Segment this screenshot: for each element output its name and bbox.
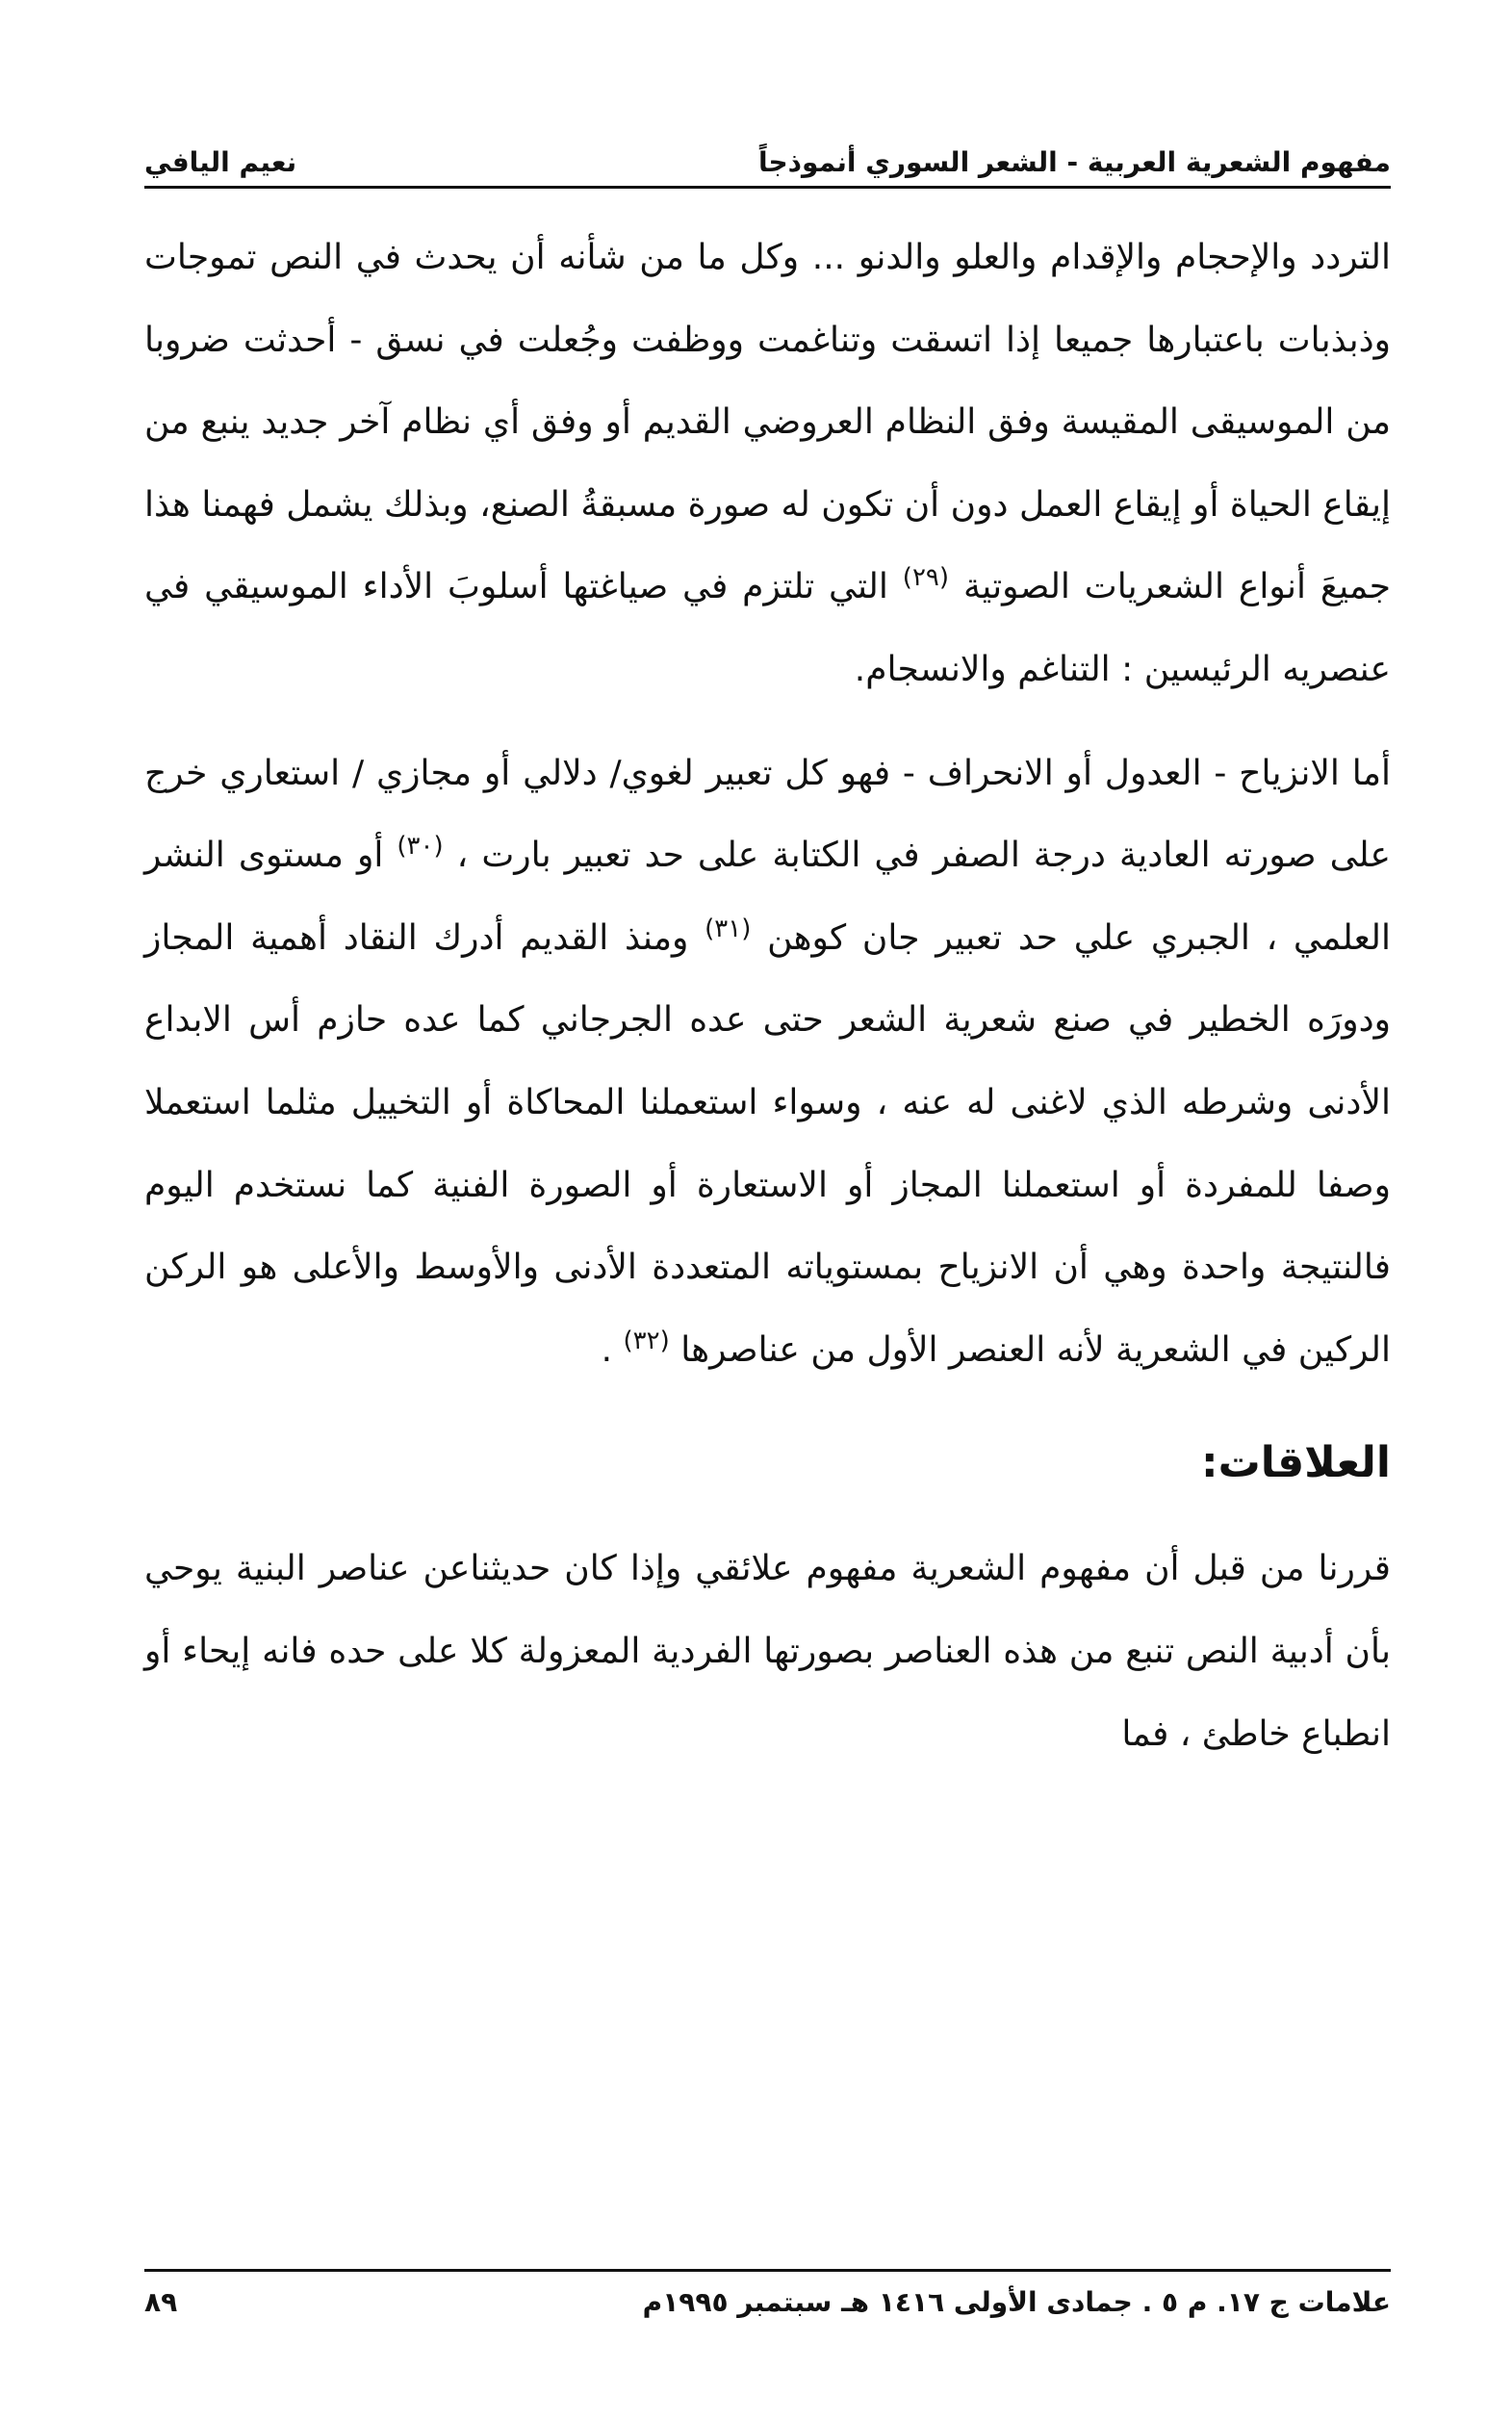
paragraph-2-text-d: .	[601, 1329, 613, 1370]
paragraph-2-text-b: أو مستوى النشر العلمي ، الجبري علي حد تعبير جان كوهن	[144, 836, 1391, 958]
document-page	[144, 101, 1391, 2334]
paragraph-2-text-a: أما الانزياح - العدول أو الانحراف - فهو كل تعبير لغوي/ دلالي أو مجازي / استعاري خرج على صورته العادية درجة الصفر في الكتابة على حد تعبير بارت ،	[144, 753, 1391, 876]
footer-rule	[144, 2269, 1391, 2272]
running-title: مفهوم الشعرية العربية - الشعر السوري أنموذجاً	[757, 146, 1391, 178]
header-rule	[144, 186, 1391, 189]
paragraph-1-text-b: التي تلتزم في صياغتها أسلوبَ الأداء الموسيقي في عنصريه الرئيسين : التناغم والانسجام.	[144, 567, 1391, 689]
footnote-ref-31: (٣١)	[705, 914, 752, 943]
body-text	[144, 217, 1391, 1775]
paragraph-1	[144, 217, 1391, 711]
running-footer	[144, 2286, 1391, 2318]
running-header	[144, 120, 1391, 178]
paragraph-2	[144, 733, 1391, 1392]
paragraph-1-text-a: التردد والإحجام والإقدام والعلو والدنو ... وكل ما من شأنه أن يحدث في النص تموجات وذبذبات باعتبارها جميعا إذا اتسقت وتناغمت ووظفت وجُعلت في نسق - أحدثت ضروبا من الموسيقى المقيسة وفق النظام العروضي القديم أو وفق أي نظام آخر جديد ينبع من إيقاع الحياة أو إيقاع العمل دون أن تكون له صورة مسبقةُ الصنع، وبذلك يشمل فهمنا هذا جميعَ أنواع الشعريات الصوتية	[144, 238, 1391, 607]
footnote-ref-29: (٢٩)	[902, 563, 950, 593]
paragraph-2-text-c: ومنذ القديم أدرك النقاد أهمية المجاز ودورَه الخطير في صنع شعرية الشعر حتى عده الجرجاني كما عده حازم أس الابداع الأدنى وشرطه الذي لاغنى له عنه ، وسواء استعملنا المحاكاة أو التخييل مثلما استعملا وصفا للمفردة أو استعملنا المجاز أو الاستعارة أو الصورة الفنية كما نستخدم اليوم فالنتيجة واحدة وهي أن الانزياح بمستوياته المتعددة الأدنى والأوسط والأعلى هو الركن الركين في الشعرية لأنه العنصر الأول من عناصرها	[144, 917, 1391, 1370]
author-name: نعيم اليافي	[144, 146, 297, 178]
footnote-ref-32: (٣٢)	[623, 1326, 670, 1355]
page-number: ٨٩	[144, 2286, 178, 2318]
section-heading: العلاقات:	[1201, 1438, 1391, 1488]
journal-info: علامات ج ١٧. م ٥ . جمادى الأولى ١٤١٦ هـ سبتمبر ١٩٩٥م	[642, 2286, 1391, 2318]
paragraph-3: قررنا من قبل أن مفهوم الشعرية مفهوم علائقي وإذا كان حديثناعن عناصر البنية يوحي بأن أدبية النص تنبع من هذه العناصر بصورتها الفردية المعزولة كلا على حده فانه إيحاء أو انطباع خاطئ ، فما	[144, 1549, 1391, 1754]
footnote-ref-30: (٣٠)	[397, 832, 444, 862]
